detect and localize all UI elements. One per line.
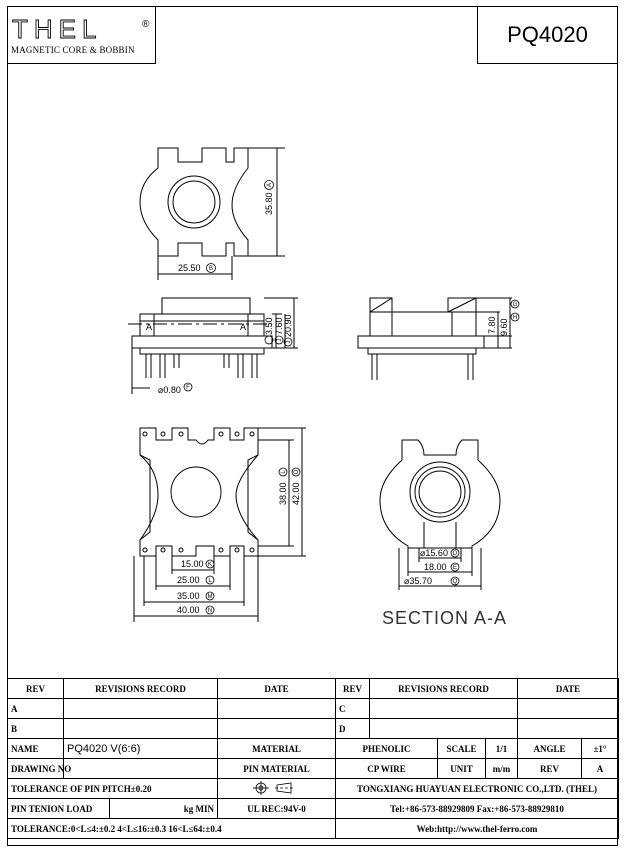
material-value: PHENOLIC [336, 739, 438, 759]
svg-text:D: D [452, 551, 458, 557]
svg-text:E: E [452, 565, 458, 571]
dim-9-60: 9.60 [499, 318, 509, 336]
dim-25-50: 25.50 [178, 263, 201, 273]
svg-text:G: G [512, 302, 518, 308]
angle-label: ANGLE [518, 739, 582, 759]
dim-25-00: 25.00 [177, 575, 200, 585]
svg-text:N: N [207, 608, 213, 614]
rev-label: REV [518, 759, 582, 779]
rev-header-2: REV [336, 679, 370, 699]
revisions-record-header: REVISIONS RECORD [64, 679, 218, 699]
dim-38-00: 38.00 [278, 482, 288, 505]
dim-3-50: 3.50 [264, 317, 274, 335]
dim-pin-dia: ⌀0.80 [158, 385, 181, 395]
pin-material-label: PIN MATERIAL [218, 759, 336, 779]
svg-text:B: B [208, 266, 214, 272]
dim-18-00: 18.00 [424, 562, 447, 572]
svg-text:J: J [277, 338, 283, 342]
rev-value: A [582, 759, 619, 779]
rev-header: REV [8, 679, 64, 699]
revision-row-b [8, 719, 619, 739]
svg-text:L: L [281, 470, 287, 474]
dim-35-70: ⌀35.70 [404, 576, 432, 586]
revisions-record-header-2: REVISIONS RECORD [370, 679, 518, 699]
tolerance-row [8, 819, 619, 839]
dim-15-60: ⌀15.60 [420, 548, 448, 558]
website: Web:http://www.thel-ferro.com [336, 819, 619, 839]
svg-text:H: H [512, 315, 518, 321]
svg-text:J: J [286, 340, 292, 344]
right-view [358, 298, 512, 380]
dim-7-60: 7.60 [274, 317, 284, 335]
drawing-no-label: DRAWING NO [8, 759, 64, 779]
projection-symbol-cell [218, 779, 336, 799]
revision-header-row [8, 679, 619, 699]
pin-tension-label: PIN TENION LOAD [8, 799, 110, 819]
revision-row-a [8, 699, 619, 719]
rev-a: A [8, 699, 64, 719]
logo-subtitle: MAGNETIC CORE & BOBBIN [11, 45, 135, 55]
bottom-view [134, 428, 306, 622]
circled-tag-letters [186, 183, 518, 614]
section-a-a-label: SECTION A-A [382, 608, 508, 628]
unit-label: UNIT [438, 759, 486, 779]
dim-35-80: 35.80 [264, 192, 274, 215]
drawing-no-row [8, 759, 619, 779]
part-code: PQ4020 [477, 7, 617, 64]
name-value: PQ4020 V(6:6) [64, 739, 218, 759]
dim-20-90: 20.90 [283, 314, 293, 337]
ul-rec: UL REC:94V-0 [218, 799, 336, 819]
unit-value: m/m [486, 759, 518, 779]
dim-7-80: 7.80 [487, 316, 497, 334]
rev-b: B [8, 719, 64, 739]
pin-pitch-tolerance: TOLERANCE OF PIN PITCH±0.20 [8, 779, 218, 799]
svg-text:F: F [186, 385, 190, 391]
general-tolerance: TOLERANCE:0<L≤4:±0.2 4<L≤16:±0.3 16<L≤64:±0.4 [8, 819, 336, 839]
svg-text:Q: Q [452, 579, 458, 585]
tension-row [8, 799, 619, 819]
svg-text:O: O [294, 469, 300, 475]
svg-text:®: ® [142, 19, 150, 30]
projection-symbol-icon [247, 781, 307, 795]
pitch-row [8, 779, 619, 799]
name-label: NAME [8, 739, 64, 759]
pin-material-value: CP WIRE [336, 759, 438, 779]
section-marker-left: A [146, 322, 153, 332]
kg-min: kg MIN [110, 799, 218, 819]
name-row [8, 739, 619, 759]
svg-text:K: K [207, 562, 213, 568]
svg-text:THEL: THEL [12, 14, 103, 44]
scale-label: SCALE [438, 739, 486, 759]
svg-text:M: M [207, 594, 213, 600]
dim-40-00: 40.00 [177, 605, 200, 615]
section-marker-right: A [240, 322, 247, 332]
tel-fax: Tel:+86-573-88929809 Fax:+86-573-88929810 [336, 799, 619, 819]
title-block [7, 678, 619, 839]
date-header: DATE [218, 679, 336, 699]
side-view [128, 298, 298, 394]
svg-text:L: L [208, 578, 212, 584]
scale-value: 1/1 [486, 739, 518, 759]
rev-d: D [336, 719, 370, 739]
dim-42-00: 42.00 [291, 482, 301, 505]
angle-value: ±1° [582, 739, 619, 759]
date-header-2: DATE [518, 679, 619, 699]
company-name: TONGXIANG HUAYUAN ELECTRONIC CO.,LTD. (THEL) [336, 779, 619, 799]
material-label: MATERIAL [218, 739, 336, 759]
dim-35-00: 35.00 [177, 591, 200, 601]
svg-text:A: A [267, 182, 273, 188]
dim-15-00: 15.00 [181, 559, 204, 569]
rev-c: C [336, 699, 370, 719]
